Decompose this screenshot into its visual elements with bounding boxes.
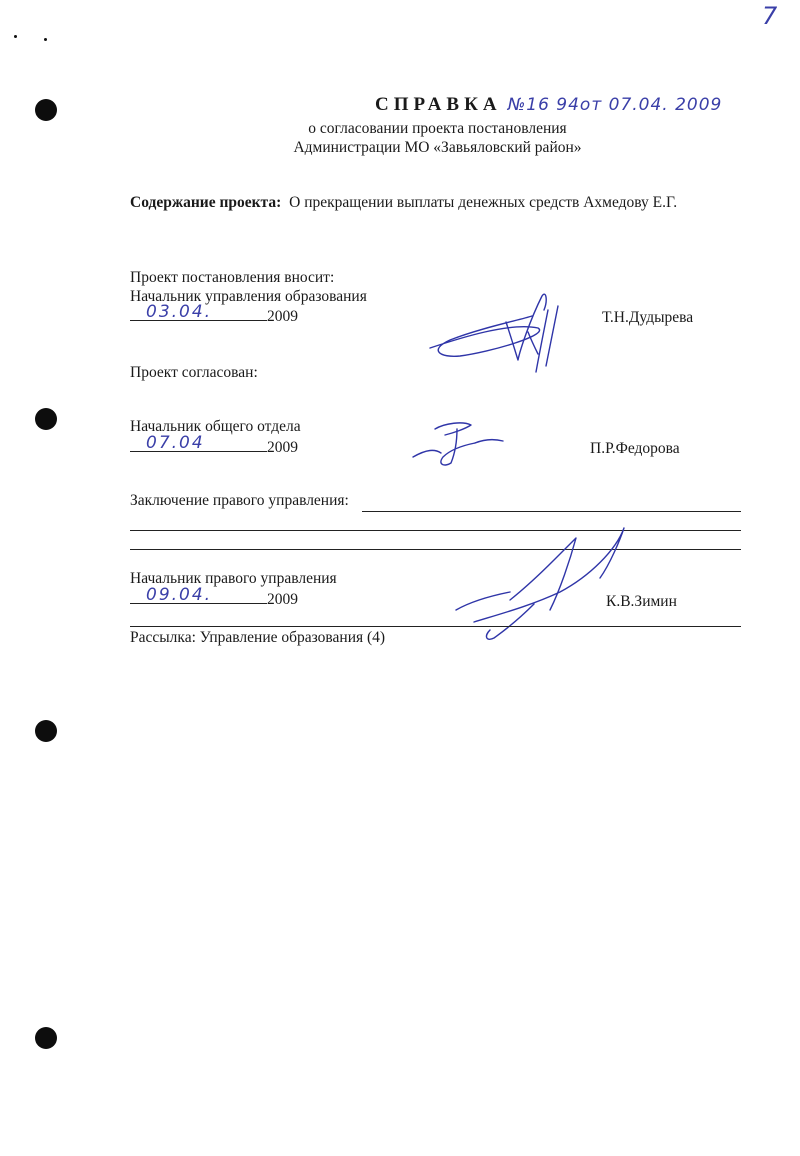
legal-conclusion-line-3: [130, 549, 741, 550]
page-number: 7: [762, 2, 778, 30]
document-title: СПРАВКА: [375, 94, 502, 115]
general-dept-date: 07.04: [146, 433, 205, 453]
submitter-name: Т.Н.Дудырева: [602, 309, 694, 326]
submitter-year: 2009: [267, 308, 298, 325]
signature-dudyreva: [420, 280, 580, 390]
signature-zimin: [450, 520, 640, 650]
agreed-label: Проект согласован:: [130, 364, 258, 381]
submitter-date-blank: [130, 302, 267, 322]
legal-head-position: Начальник правого управления: [130, 570, 337, 587]
general-dept-date-line: [130, 433, 298, 457]
legal-conclusion-label: Заключение правого управления:: [130, 492, 349, 509]
legal-head-date: 09.04.: [146, 585, 213, 605]
subtitle-line-1: о согласовании проекта постановления: [308, 120, 567, 137]
legal-head-name: К.В.Зимин: [606, 593, 677, 610]
general-dept-name: П.Р.Федорова: [590, 440, 680, 457]
legal-head-date-line: [130, 585, 298, 609]
legal-conclusion-line-2: [130, 530, 741, 531]
stray-dot: [14, 35, 17, 38]
binder-hole: [35, 1027, 57, 1049]
distribution-text: Рассылка: Управление образования (4): [130, 629, 386, 646]
binder-hole: [35, 720, 57, 742]
registration-number: №16 94от 07.04. 2009: [507, 95, 723, 115]
project-content-label: Содержание проекта:: [130, 194, 282, 211]
general-dept-position: Начальник общего отдела: [130, 418, 301, 435]
project-content: [130, 194, 677, 212]
legal-head-year: 2009: [267, 591, 298, 608]
general-dept-date-blank: [130, 433, 267, 453]
binder-hole: [35, 99, 57, 121]
legal-head-date-blank: [130, 585, 267, 605]
project-content-text: О прекращении выплаты денежных средств Ахмедову Е.Г.: [289, 194, 678, 211]
document-title-row: [375, 94, 722, 116]
stray-dot: [44, 38, 47, 41]
binder-hole: [35, 408, 57, 430]
legal-head-underline: [130, 626, 741, 627]
subtitle-line-2: Администрации МО «Завьяловский район»: [293, 139, 582, 156]
general-dept-year: 2009: [267, 439, 298, 456]
submitter-date: 03.04.: [146, 302, 213, 322]
submitter-position: Начальник управления образования: [130, 288, 367, 305]
signature-fedorova: [405, 415, 515, 475]
submitter-intro: Проект постановления вносит:: [130, 269, 335, 286]
submitter-date-line: [130, 302, 298, 326]
legal-conclusion-line-1: [362, 511, 741, 512]
